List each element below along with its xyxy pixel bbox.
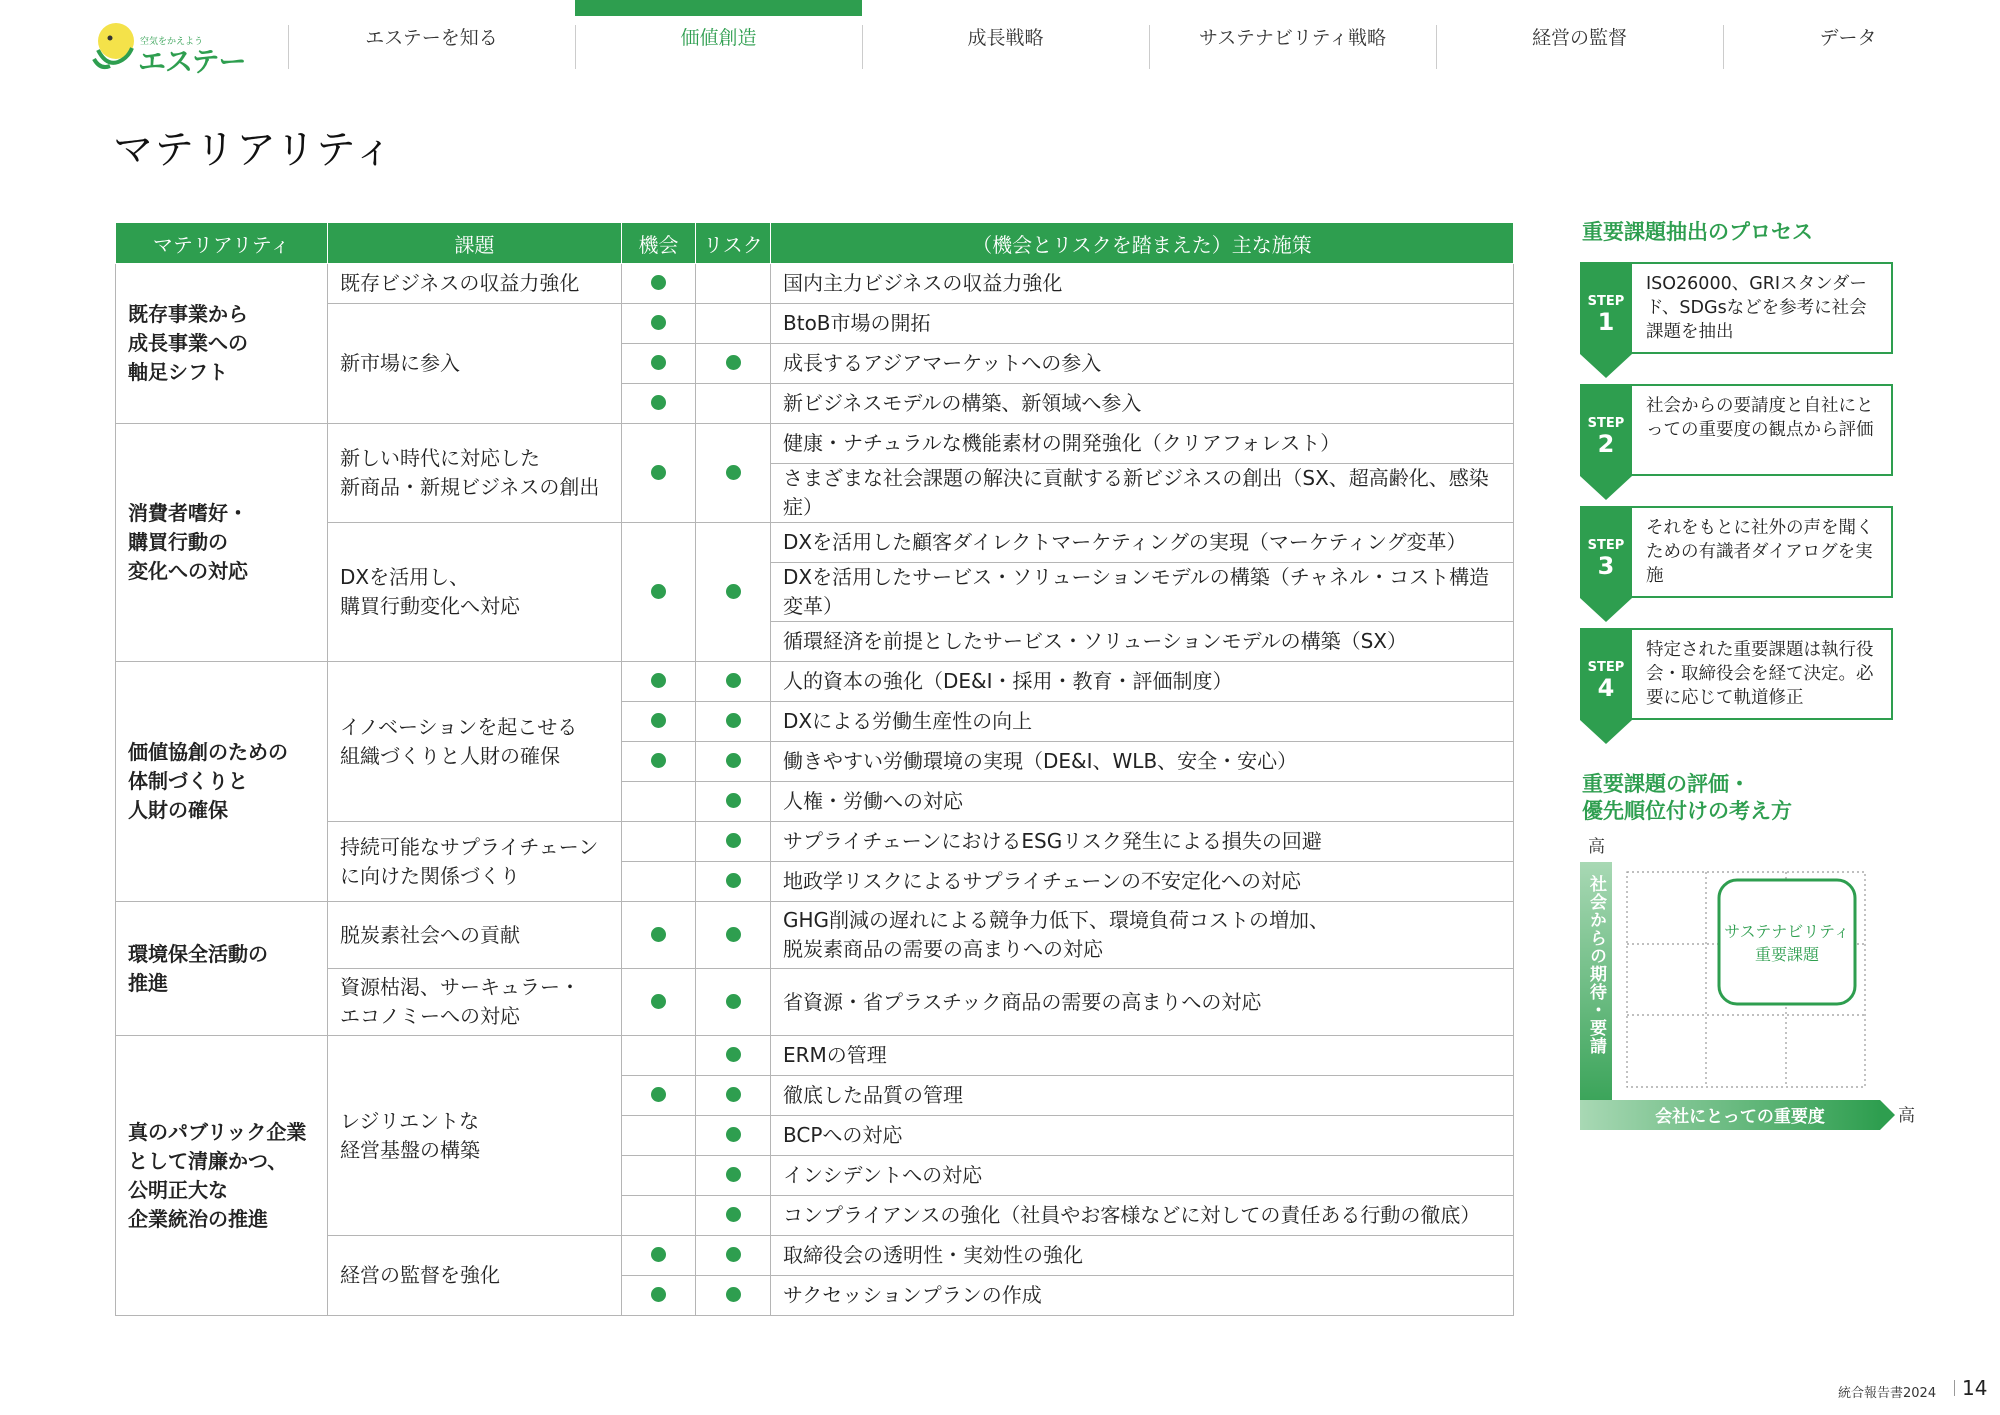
step-text: ISO26000、GRIスタンダード、SDGsなどを参考に社会課題を抽出 — [1632, 262, 1893, 354]
risk-cell — [696, 264, 771, 304]
process-step-3 — [1580, 506, 1895, 603]
box-label-line2: 重要課題 — [1754, 945, 1820, 964]
nav-item-governance[interactable]: 経営の監督 — [1531, 26, 1627, 49]
materiality-cell: 既存事業から 成長事業への 軸足シフト — [116, 264, 328, 424]
issue-cell: 脱炭素社会への貢献 — [328, 902, 622, 969]
opportunity-cell — [622, 1076, 696, 1116]
logo-name: エステー — [138, 45, 246, 78]
step-number: 3 — [1597, 552, 1615, 580]
opportunity-cell — [622, 1196, 696, 1236]
issue-cell: 既存ビジネスの収益力強化 — [328, 264, 622, 304]
dot-marker — [726, 873, 741, 888]
nav-item-sustainability[interactable]: サステナビリティ戦略 — [1199, 26, 1386, 49]
step-tab — [1580, 628, 1632, 720]
dot-marker — [726, 793, 741, 808]
measure-cell: 地政学リスクによるサプライチェーンの不安定化への対応 — [771, 862, 1514, 902]
measure-cell: コンプライアンスの強化（社員やお客様などに対しての責任ある行動の徹底） — [771, 1196, 1514, 1236]
measure-cell: サクセッションプランの作成 — [771, 1276, 1514, 1316]
measure-cell: インシデントへの対応 — [771, 1156, 1514, 1196]
dot-marker — [651, 927, 666, 942]
materiality-table — [115, 222, 1514, 1316]
issue-cell: DXを活用し、 購買行動変化へ対応 — [328, 523, 622, 662]
dot-marker — [726, 584, 741, 599]
issue-cell: 新しい時代に対応した 新商品・新規ビジネスの創出 — [328, 424, 622, 523]
opportunity-cell — [622, 523, 696, 662]
x-axis-arrow — [1880, 1100, 1895, 1130]
measure-cell: 人権・労働への対応 — [771, 782, 1514, 822]
step-tab — [1580, 384, 1632, 476]
risk-cell — [696, 1036, 771, 1076]
dot-marker — [651, 673, 666, 688]
measure-cell: 国内主力ビジネスの収益力強化 — [771, 264, 1514, 304]
opportunity-cell — [622, 1276, 696, 1316]
risk-cell — [696, 1196, 771, 1236]
footer-report-name: 統合報告書2024 — [1838, 1386, 1937, 1401]
step-number: 2 — [1597, 430, 1615, 458]
page-title: マテリアリティ — [113, 127, 395, 173]
box-label-line1: サステナビリティ — [1724, 922, 1850, 941]
dot-marker — [651, 395, 666, 410]
dot-marker — [651, 753, 666, 768]
dot-marker — [651, 355, 666, 370]
process-title: 重要課題抽出のプロセス — [1582, 220, 1813, 244]
risk-cell — [696, 742, 771, 782]
measure-cell: さまざまな社会課題の解決に貢献する新ビジネスの創出（SX、超高齢化、感染症） — [771, 464, 1514, 523]
dot-marker — [726, 927, 741, 942]
process-step-4 — [1580, 628, 1895, 725]
header-materiality: マテリアリティ — [116, 223, 328, 264]
dot-marker — [651, 275, 666, 290]
opportunity-cell — [622, 304, 696, 344]
step-tab — [1580, 506, 1632, 598]
header-risk: リスク — [696, 223, 771, 264]
opportunity-cell — [622, 384, 696, 424]
measure-cell: DXを活用した顧客ダイレクトマーケティングの実現（マーケティング変革） — [771, 523, 1514, 563]
step-number: 1 — [1597, 308, 1615, 336]
opportunity-cell — [622, 424, 696, 523]
risk-cell — [696, 862, 771, 902]
measure-cell: 省資源・省プラスチック商品の需要の高まりへの対応 — [771, 969, 1514, 1036]
materiality-cell: 真のパブリック企業 として清廉かつ、 公明正大な 企業統治の推進 — [116, 1036, 328, 1316]
dot-marker — [726, 1127, 741, 1142]
dot-marker — [726, 713, 741, 728]
step-text: それをもとに社外の声を聞くための有識者ダイアログを実施 — [1632, 506, 1893, 598]
nav-item-about[interactable]: エステーを知る — [365, 26, 498, 49]
dot-marker — [726, 1047, 741, 1062]
measure-cell: 成長するアジアマーケットへの参入 — [771, 344, 1514, 384]
measure-cell: DXによる労働生産性の向上 — [771, 702, 1514, 742]
step-tab — [1580, 262, 1632, 354]
dot-marker — [726, 1087, 741, 1102]
opportunity-cell — [622, 822, 696, 862]
dot-marker — [726, 1287, 741, 1302]
issue-cell: 資源枯渇、サーキュラー・ エコノミーへの対応 — [328, 969, 622, 1036]
risk-cell — [696, 702, 771, 742]
issue-cell: 持続可能なサプライチェーン に向けた関係づくり — [328, 822, 622, 902]
dot-marker — [651, 584, 666, 599]
risk-cell — [696, 304, 771, 344]
table-body — [116, 264, 1514, 1316]
dot-marker — [726, 1207, 741, 1222]
dot-marker — [726, 753, 741, 768]
dot-marker — [651, 1287, 666, 1302]
table-row — [116, 264, 1514, 304]
nav-item-growth-strategy[interactable]: 成長戦略 — [967, 26, 1044, 49]
materiality-cell: 価値協創のための 体制づくりと 人財の確保 — [116, 662, 328, 902]
dot-marker — [651, 994, 666, 1009]
measure-cell: 取締役会の透明性・実効性の強化 — [771, 1236, 1514, 1276]
opportunity-cell — [622, 662, 696, 702]
risk-cell — [696, 424, 771, 523]
opportunity-cell — [622, 344, 696, 384]
top-navigation — [288, 0, 2000, 72]
header-issue: 課題 — [328, 223, 622, 264]
evaluation-title-line2: 優先順位付けの考え方 — [1582, 799, 1792, 823]
measure-cell: 新ビジネスモデルの構築、新領域へ参入 — [771, 384, 1514, 424]
x-axis-label: 会社にとっての重要度 — [1655, 1107, 1825, 1127]
dot-marker — [726, 1247, 741, 1262]
evaluation-matrix — [1580, 835, 1920, 1135]
step-text: 特定された重要課題は執行役会・取締役会を経て決定。必要に応じて軌道修正 — [1632, 628, 1893, 720]
step-label: STEP — [1587, 538, 1625, 553]
risk-cell — [696, 1156, 771, 1196]
materiality-cell: 消費者嗜好・ 購買行動の 変化への対応 — [116, 424, 328, 662]
page-number: 14 — [1962, 1376, 1988, 1400]
process-step-1 — [1580, 262, 1895, 359]
step-number: 4 — [1597, 674, 1615, 702]
risk-cell — [696, 969, 771, 1036]
measure-cell: サプライチェーンにおけるESGリスク発生による損失の回避 — [771, 822, 1514, 862]
risk-cell — [696, 822, 771, 862]
table-row — [116, 902, 1514, 969]
dot-marker — [651, 465, 666, 480]
sustainability-issue-box — [1719, 880, 1855, 1004]
step-text: 社会からの要請度と自社にとっての重要度の観点から評価 — [1632, 384, 1893, 476]
risk-cell — [696, 1116, 771, 1156]
x-axis-high: 高 — [1898, 1106, 1915, 1126]
table-row — [116, 662, 1514, 702]
dot-marker — [726, 465, 741, 480]
logo-tagline: 空気をかえよう — [140, 37, 204, 47]
materiality-cell: 環境保全活動の 推進 — [116, 902, 328, 1036]
table-row — [116, 1036, 1514, 1076]
risk-cell — [696, 1076, 771, 1116]
process-step-2 — [1580, 384, 1895, 481]
y-axis-high: 高 — [1588, 837, 1605, 857]
nav-item-value-creation[interactable]: 価値創造 — [575, 0, 862, 72]
risk-cell — [696, 902, 771, 969]
opportunity-cell — [622, 702, 696, 742]
measure-cell: DXを活用したサービス・ソリューションモデルの構築（チャネル・コスト構造変革） — [771, 563, 1514, 622]
opportunity-cell — [622, 782, 696, 822]
dot-marker — [726, 833, 741, 848]
dot-marker — [651, 713, 666, 728]
dot-marker — [651, 1087, 666, 1102]
risk-cell — [696, 662, 771, 702]
measure-cell: ERMの管理 — [771, 1036, 1514, 1076]
issue-cell: イノベーションを起こせる 組織づくりと人財の確保 — [328, 662, 622, 822]
risk-cell — [696, 344, 771, 384]
issue-cell: 新市場に参入 — [328, 304, 622, 424]
footer-divider — [1954, 1380, 1955, 1396]
risk-cell — [696, 782, 771, 822]
opportunity-cell — [622, 1236, 696, 1276]
step-label: STEP — [1587, 660, 1625, 675]
risk-cell — [696, 523, 771, 662]
step-label: STEP — [1587, 416, 1625, 431]
table-header-row — [116, 223, 1514, 264]
opportunity-cell — [622, 969, 696, 1036]
measure-cell: BtoB市場の開拓 — [771, 304, 1514, 344]
measure-cell: BCPへの対応 — [771, 1116, 1514, 1156]
risk-cell — [696, 1236, 771, 1276]
opportunity-cell — [622, 902, 696, 969]
dot-marker — [726, 1167, 741, 1182]
opportunity-cell — [622, 264, 696, 304]
opportunity-cell — [622, 742, 696, 782]
dot-marker — [726, 994, 741, 1009]
risk-cell — [696, 1276, 771, 1316]
opportunity-cell — [622, 1036, 696, 1076]
opportunity-cell — [622, 1116, 696, 1156]
issue-cell: レジリエントな 経営基盤の構築 — [328, 1036, 622, 1236]
evaluation-title-line1: 重要課題の評価・ — [1582, 772, 1750, 796]
y-axis-label: 社会からの期待・要請 — [1586, 875, 1606, 1055]
table-row — [116, 424, 1514, 464]
header-opportunity: 機会 — [622, 223, 696, 264]
measure-cell: 健康・ナチュラルな機能素材の開発強化（クリアフォレスト） — [771, 424, 1514, 464]
nav-item-data[interactable]: データ — [1819, 26, 1877, 49]
header-measures: （機会とリスクを踏まえた）主な施策 — [771, 223, 1514, 264]
measure-cell: 循環経済を前提としたサービス・ソリューションモデルの構築（SX） — [771, 622, 1514, 662]
measure-cell: 人的資本の強化（DE&I・採用・教育・評価制度） — [771, 662, 1514, 702]
measure-cell: 働きやすい労働環境の実現（DE&I、WLB、安全・安心） — [771, 742, 1514, 782]
dot-marker — [651, 1247, 666, 1262]
opportunity-cell — [622, 1156, 696, 1196]
risk-cell — [696, 384, 771, 424]
issue-cell: 経営の監督を強化 — [328, 1236, 622, 1316]
dot-marker — [651, 315, 666, 330]
dot-marker — [726, 355, 741, 370]
dot-marker — [726, 673, 741, 688]
measure-cell: 徹底した品質の管理 — [771, 1076, 1514, 1116]
opportunity-cell — [622, 862, 696, 902]
measure-cell: GHG削減の遅れによる競争力低下、環境負荷コストの増加、 脱炭素商品の需要の高まりへの対応 — [771, 902, 1514, 969]
step-label: STEP — [1587, 294, 1625, 309]
